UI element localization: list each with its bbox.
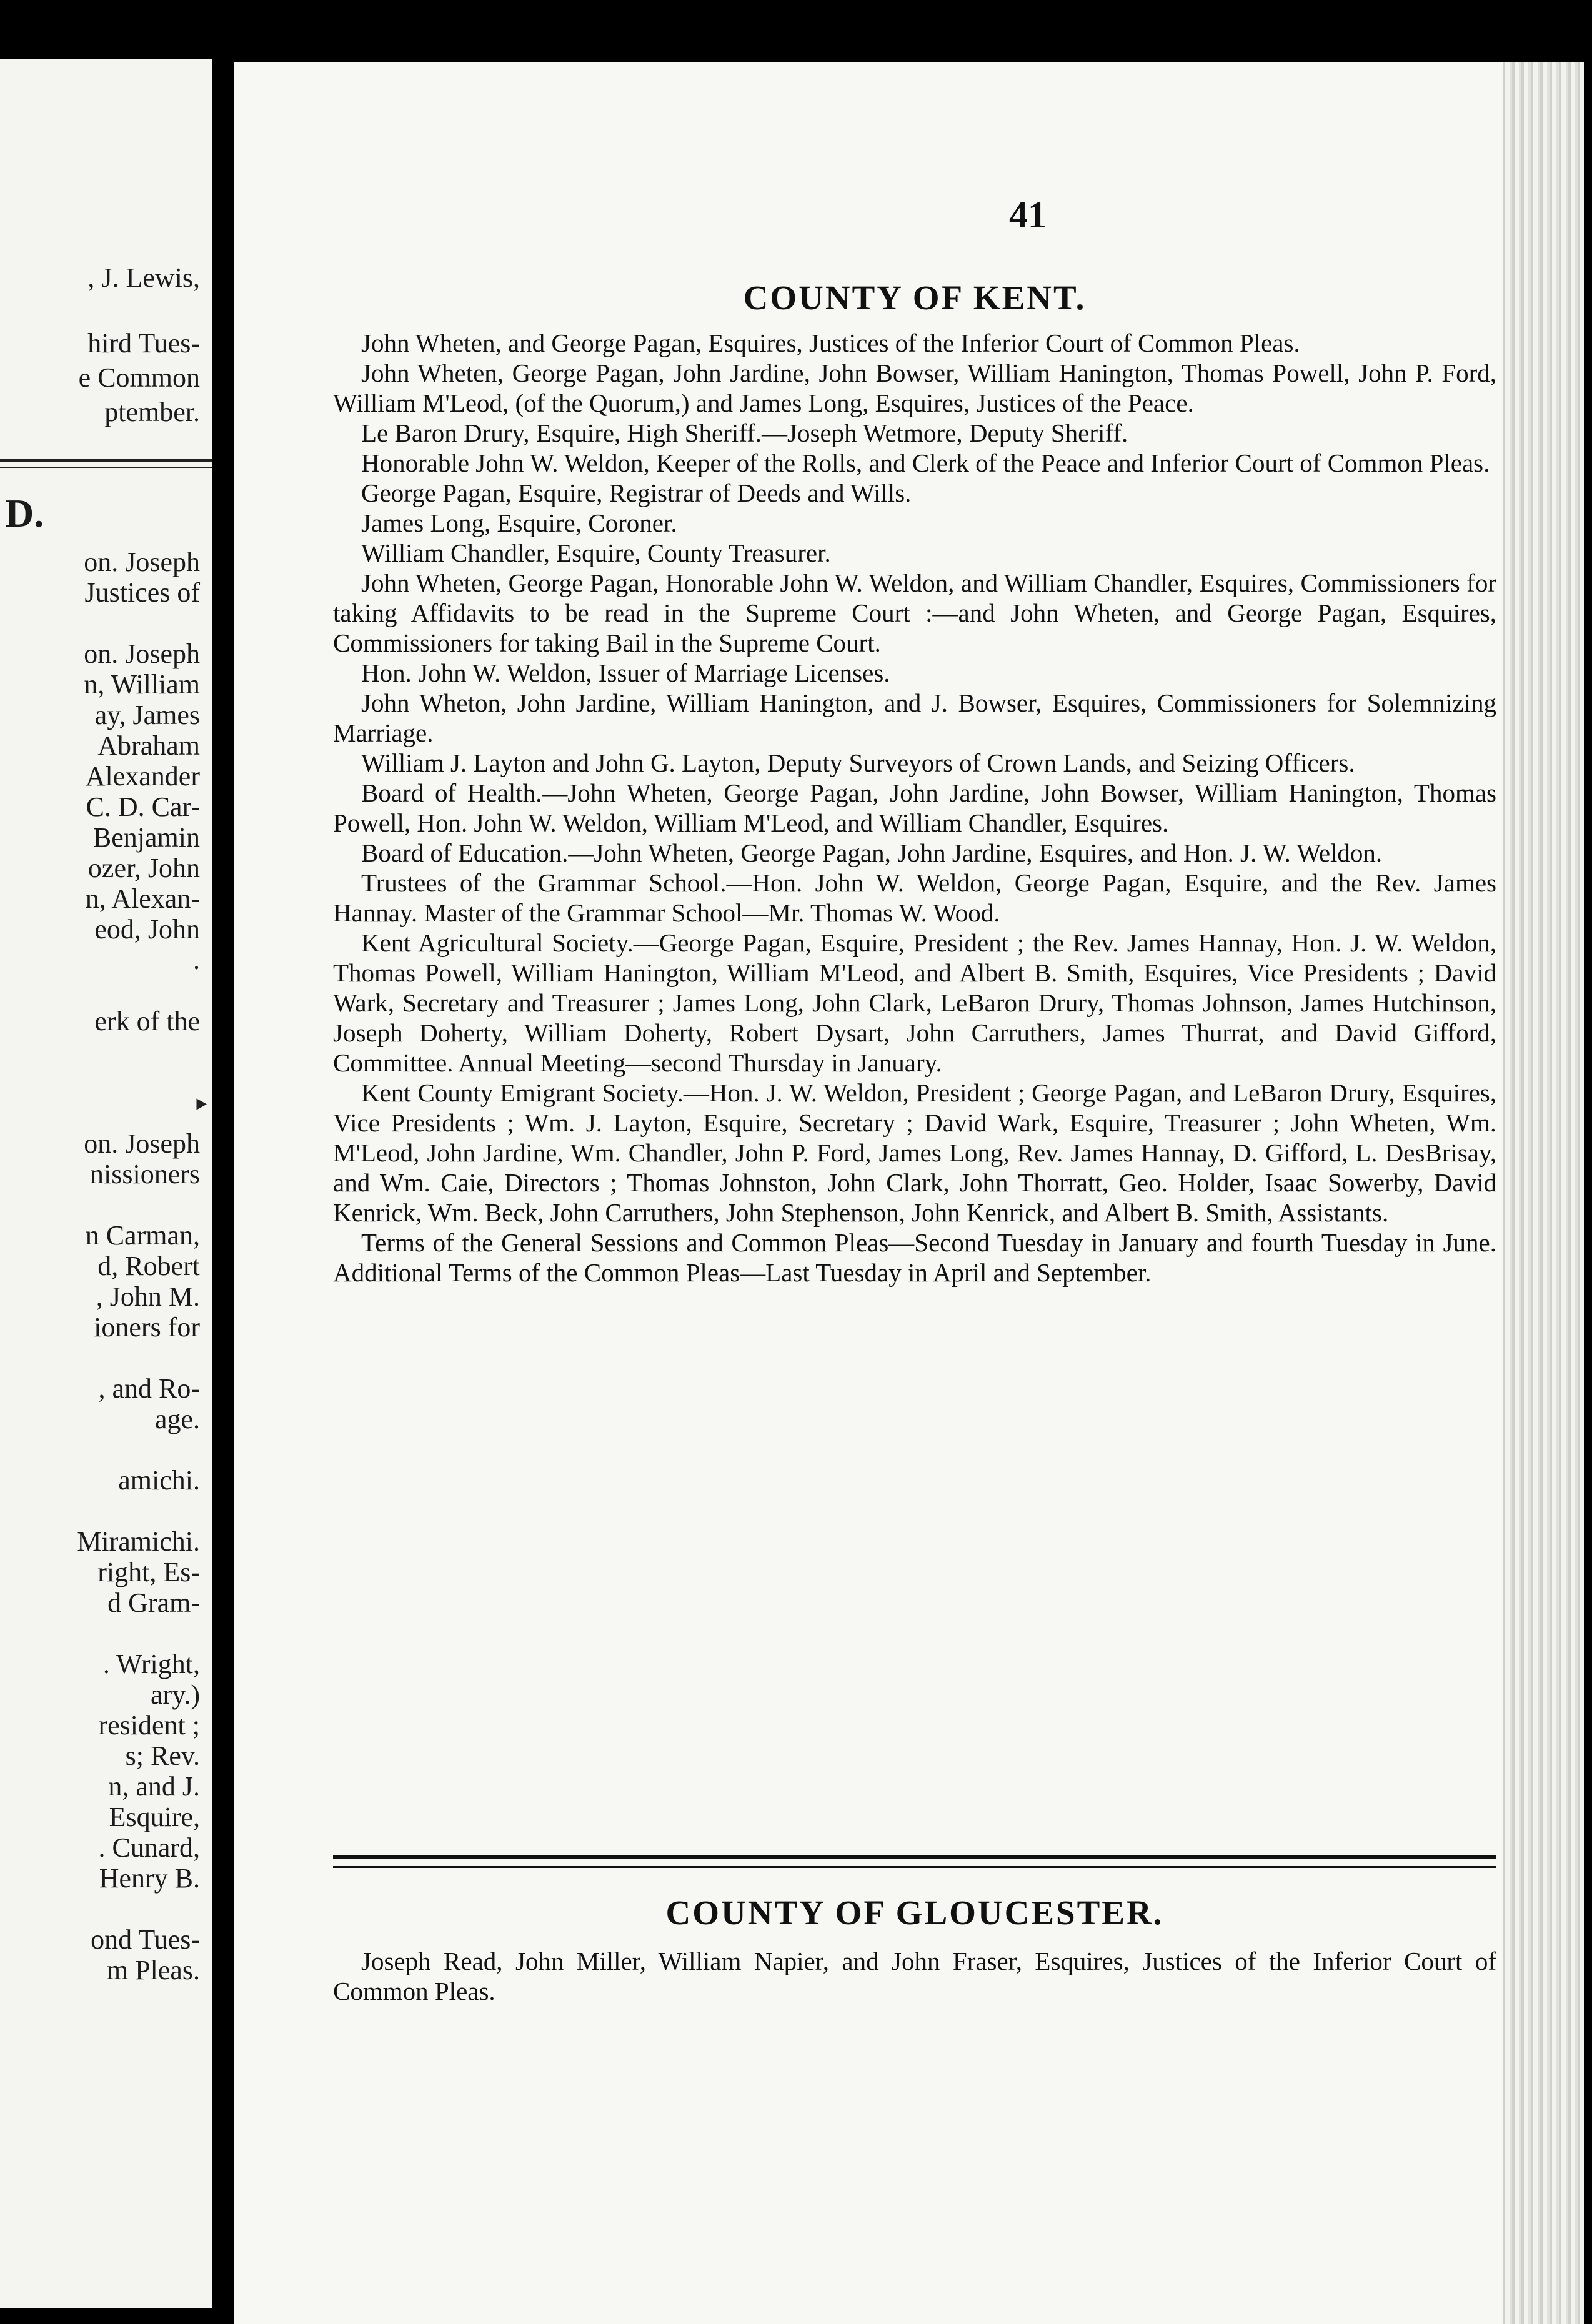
left-column-line: Esquire,	[109, 1802, 200, 1832]
left-column-line: amichi.	[118, 1465, 200, 1496]
left-column-line: on. Joseph	[84, 547, 200, 577]
left-column-line: resident ;	[98, 1710, 200, 1741]
body-paragraph: Joseph Read, John Miller, William Napier, and John Fraser, Esquires, Justices of the Inferior Court of Common Pleas.	[333, 1947, 1496, 2005]
gloucester-section-body	[333, 1946, 1496, 2006]
left-column-line: age.	[154, 1404, 200, 1434]
body-paragraph: William J. Layton and John G. Layton, Deputy Surveyors of Crown Lands, and Seizing Officers.	[361, 748, 1355, 777]
left-column-line: ond Tues-	[91, 1924, 200, 1955]
left-column-line: Henry B.	[99, 1863, 200, 1894]
main-page	[192, 62, 1584, 2324]
kent-heading: COUNTY OF KENT.	[743, 279, 1087, 317]
body-paragraph: Board of Health.—John Wheten, George Pagan, John Jardine, John Bowser, William Hanington, Thomas Powell, Hon. John W. Weldon, William M'Leod, and William Chandler, Esquires.	[333, 778, 1496, 837]
kent-section-body	[333, 328, 1496, 1288]
body-paragraph: Terms of the General Sessions and Common Pleas—Second Tuesday in January and fourth Tuesday in June. Additional Terms of the Common Pleas—Last Tuesday in April and September.	[333, 1228, 1496, 1287]
left-column-line: Miramichi.	[77, 1526, 200, 1557]
body-paragraph: Board of Education.—John Wheten, George Pagan, John Jardine, Esquires, and Hon. J. W. Weldon.	[361, 838, 1383, 867]
left-column-line: ioners for	[94, 1312, 200, 1343]
left-column-line: ozer, John	[87, 853, 200, 883]
left-column-line: m Pleas.	[106, 1955, 200, 1985]
left-column-line: n, Alexan-	[85, 883, 200, 914]
left-column-line: erk of the	[94, 1006, 200, 1036]
body-paragraph: William Chandler, Esquire, County Treasurer.	[361, 539, 831, 567]
page-number: 41	[1009, 194, 1047, 236]
left-page-fragment	[0, 59, 212, 2308]
left-column-line: d, Robert	[97, 1251, 200, 1281]
left-column-line: n Carman,	[85, 1220, 200, 1251]
left-column-line: s; Rev.	[125, 1741, 200, 1771]
left-column-line: ary.)	[151, 1679, 200, 1710]
left-double-rule	[0, 459, 212, 464]
left-column-line: , and Ro-	[98, 1373, 200, 1404]
body-paragraph: John Wheton, John Jardine, William Hanington, and J. Bowser, Esquires, Commissioners for Solemnizing Marriage.	[333, 688, 1496, 747]
body-paragraph: Le Baron Drury, Esquire, High Sheriff.—Joseph Wetmore, Deputy Sheriff.	[361, 419, 1128, 447]
left-column-line: nissioners	[90, 1159, 200, 1189]
left-column-line: Benjamin	[92, 822, 200, 853]
left-column-line: Abraham	[97, 730, 200, 761]
body-paragraph: Kent County Emigrant Society.—Hon. J. W. Weldon, President ; George Pagan, and LeBaron Drury, Esquires, Vice Presidents ; Wm. J. Layton, Esquire, Secretary ; David Wark, Esquire, Treasurer ; John Wheten, Wm. M'Leod, John Jardine, Wm. Chandler, John P. Ford, James Long, Rev. James Hannay, D. Gifford, L. DesBrisay, and Wm. Caie, Directors ; Thomas Johnston, John Clark, John Thorratt, Geo. Holder, Isaac Sowerby, David Kenrick, Wm. Beck, John Carruthers, John Stephenson, John Kenrick, and Albert B. Smith, Assistants.	[333, 1078, 1496, 1227]
left-column-line: eod, John	[94, 914, 200, 945]
body-paragraph: Hon. John W. Weldon, Issuer of Marriage Licenses.	[361, 658, 890, 687]
left-column-line: . Wright,	[102, 1649, 200, 1679]
section-separator-rule	[333, 1855, 1496, 1868]
body-paragraph: Honorable John W. Weldon, Keeper of the Rolls, and Clerk of the Peace and Inferior Court of Common Pleas.	[361, 449, 1490, 477]
left-column-line: .	[193, 945, 200, 975]
margin-tick-mark: ‣	[192, 1088, 211, 1123]
left-column-line: right, Es-	[97, 1557, 200, 1587]
body-paragraph: George Pagan, Esquire, Registrar of Deeds and Wills.	[361, 479, 912, 507]
left-top-line: , J. Lewis,	[87, 262, 200, 293]
left-column-line: Justices of	[84, 577, 200, 608]
left-column-line: . Cunard,	[98, 1832, 200, 1863]
page-edge	[1503, 62, 1584, 2324]
left-column-line: n, William	[84, 669, 200, 700]
left-column-line: C. D. Car-	[86, 792, 200, 822]
body-paragraph: Trustees of the Grammar School.—Hon. John W. Weldon, George Pagan, Esquire, and the Rev. James Hannay. Master of the Grammar School—Mr. Thomas W. Wood.	[333, 868, 1496, 927]
left-column-line: n, and J.	[108, 1771, 200, 1802]
left-double-rule-thin	[0, 467, 212, 469]
left-top-line: ptember.	[104, 397, 200, 427]
left-top-line: hird Tues-	[87, 328, 200, 359]
body-paragraph: John Wheten, George Pagan, Honorable John W. Weldon, and William Chandler, Esquires, Commissioners for taking Affidavits to be read in the Supreme Court :—and John Wheten, and George Pagan, Esquires, Commissioners for taking Bail in the Supreme Court.	[333, 569, 1496, 657]
gloucester-heading: COUNTY OF GLOUCESTER.	[665, 1894, 1164, 1932]
left-section-letter: D.	[5, 491, 44, 535]
body-paragraph: Kent Agricultural Society.—George Pagan, Esquire, President ; the Rev. James Hannay, Hon. J. W. Weldon, Thomas Powell, William Hanington, William M'Leod, and Albert B. Smith, Esquires, Vice Presidents ; David Wark, Secretary and Treasurer ; James Long, John Clark, LeBaron Drury, Thomas Johnson, James Hutchinson, Joseph Doherty, William Doherty, Robert Dysart, John Carruthers, James Thurrat, and David Gifford, Committee. Annual Meeting—second Thursday in January.	[333, 928, 1496, 1077]
left-column-line: ay, James	[94, 700, 200, 730]
left-column-line: Alexander	[85, 761, 200, 792]
body-paragraph: John Wheten, George Pagan, John Jardine, John Bowser, William Hanington, Thomas Powell, John P. Ford, William M'Leod, (of the Quorum,) and James Long, Esquires, Justices of the Peace.	[333, 359, 1496, 417]
left-column-line: on. Joseph	[84, 1128, 200, 1159]
left-column-line: on. Joseph	[84, 638, 200, 669]
left-column-line: , John M.	[96, 1281, 200, 1312]
body-paragraph: John Wheten, and George Pagan, Esquires, Justices of the Inferior Court of Common Pleas.	[361, 329, 1300, 357]
body-paragraph: James Long, Esquire, Coroner.	[361, 509, 677, 537]
left-top-line: e Common	[78, 362, 200, 393]
left-column-line: d Gram-	[107, 1587, 200, 1618]
